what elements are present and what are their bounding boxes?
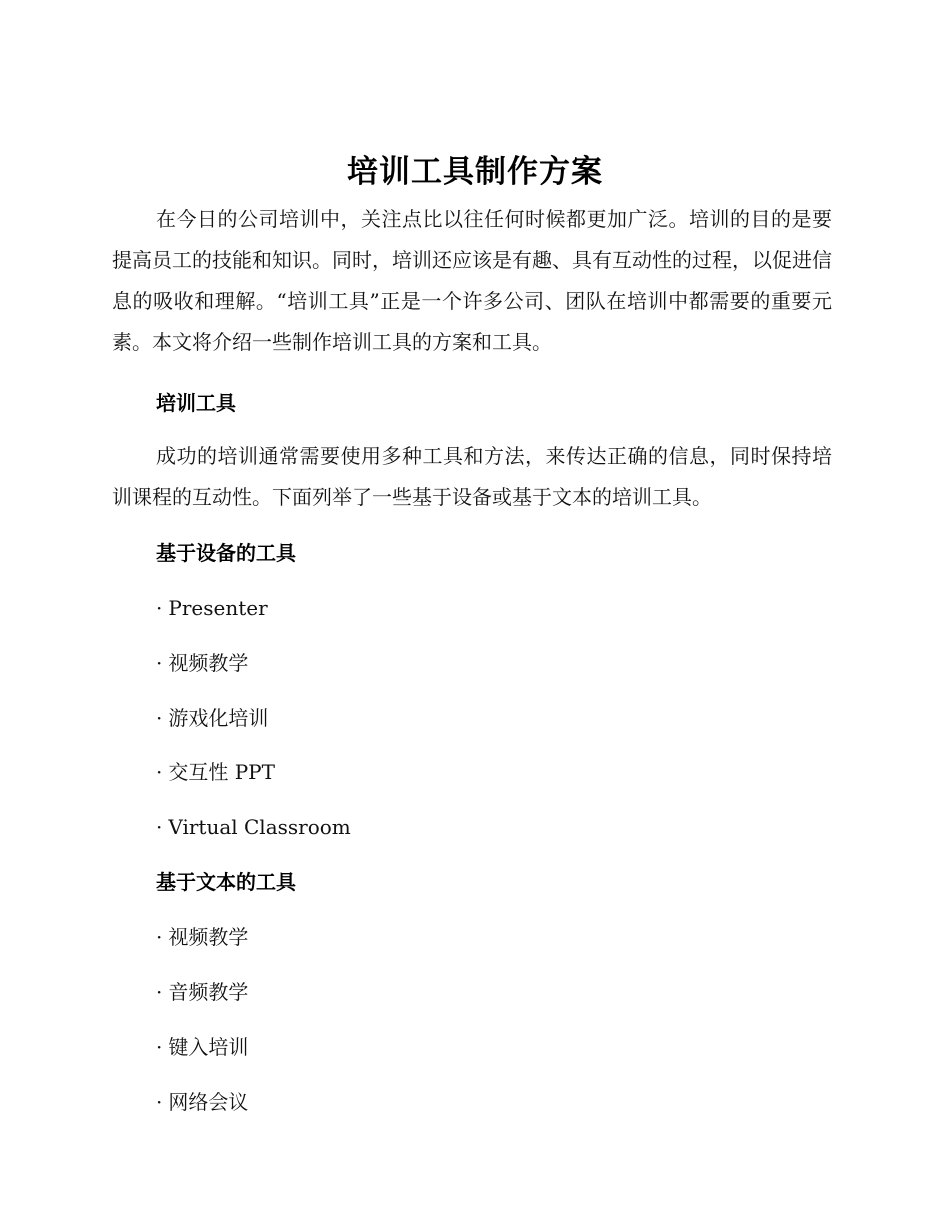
list-item-label: 网络会议 (168, 1090, 249, 1114)
bullet-icon: · (156, 1035, 163, 1059)
list-item-label: Presenter (168, 596, 268, 620)
intro-paragraph: 在今日的公司培训中，关注点比以往任何时候都更加广泛。培训的目的是要提高员工的技能和知识。同时，培训还应该是有趣、具有互动性的过程，以促进信息的吸收和理解。“培训工具”正是一个许多公司、团队在培训中都需要的重要元素。本文将介绍一些制作培训工具的方案和工具。 (112, 207, 832, 354)
bullet-icon: · (156, 706, 163, 730)
list-item-label: Virtual Classroom (168, 815, 351, 839)
bullet-icon: · (156, 980, 163, 1004)
heading-device-tools: 基于设备的工具 (156, 541, 296, 565)
bullet-icon: · (156, 596, 163, 620)
list-item (156, 703, 268, 733)
bullet-icon: · (156, 925, 163, 949)
list-item-label: 视频教学 (168, 925, 249, 949)
list-item (156, 922, 248, 952)
bullet-icon: · (156, 651, 163, 675)
list-item (156, 757, 275, 787)
list-item (156, 977, 248, 1007)
document-title: 培训工具制作方案 (347, 154, 603, 190)
list-item (156, 812, 351, 842)
section-paragraph: 成功的培训通常需要使用多种工具和方法，来传达正确的信息，同时保持培训课程的互动性。下面列举了一些基于设备或基于文本的培训工具。 (112, 444, 832, 509)
heading-text-tools: 基于文本的工具 (156, 870, 296, 894)
list-item-label: 键入培训 (168, 1035, 249, 1059)
list-item (156, 1087, 248, 1117)
bullet-icon: · (156, 1090, 163, 1114)
bullet-icon: · (156, 815, 163, 839)
list-item (156, 648, 248, 678)
bullet-icon: · (156, 760, 163, 784)
list-item-label: 游戏化培训 (168, 706, 269, 730)
list-item-label: 视频教学 (168, 651, 249, 675)
section-heading-training-tools: 培训工具 (156, 391, 236, 415)
list-item (156, 1032, 248, 1062)
list-item-label: 音频教学 (168, 980, 249, 1004)
list-item (156, 593, 268, 623)
list-item-label: 交互性 PPT (168, 760, 275, 784)
